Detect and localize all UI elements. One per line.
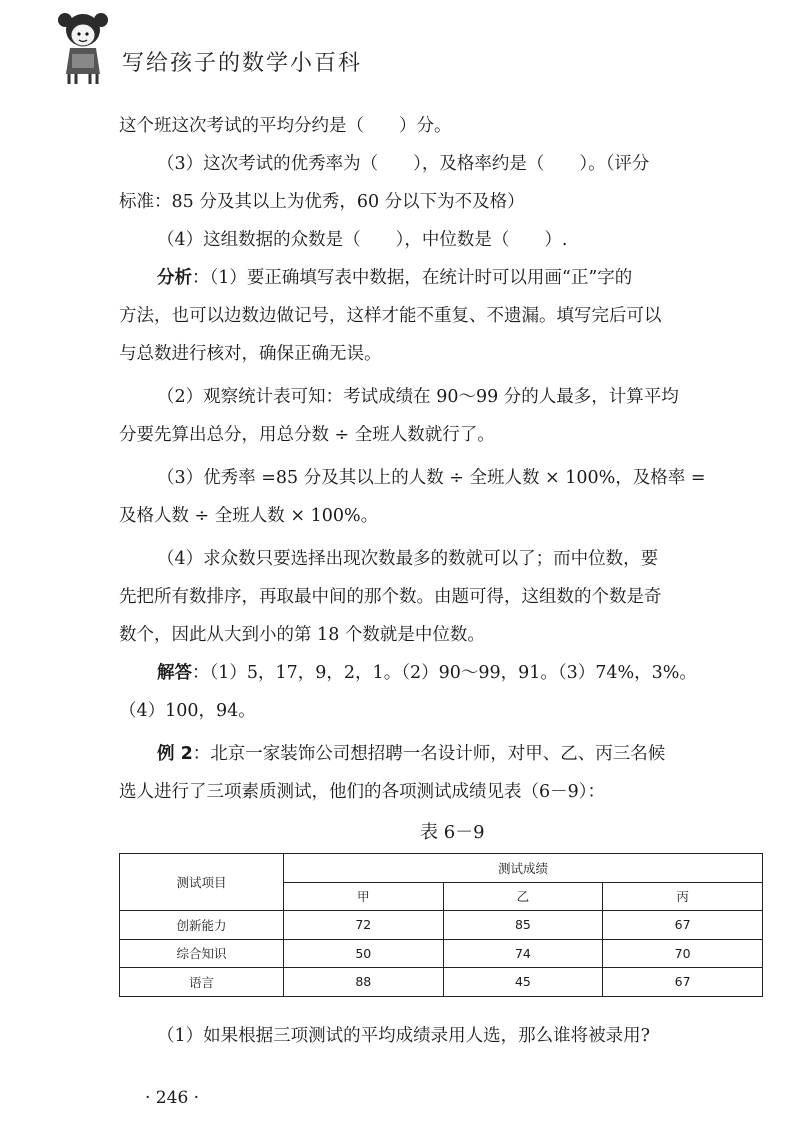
answer-text: ：（1）5，17，9，2，1。（2）90～99，91。（3）74%，3%。: [192, 663, 697, 683]
body-line: 选人进行了三项素质测试，他们的各项测试成绩见表（6－9）：: [119, 782, 606, 802]
group-header: 测试成绩: [284, 854, 763, 883]
body-line: 与总数进行核对，确保正确无误。: [119, 344, 382, 364]
body-line: （3）优秀率 =85 分及其以上的人数 ÷ 全班人数 × 100%，及格率 =: [157, 468, 706, 488]
girl-mascot-icon: [52, 8, 114, 86]
body-line: 标准：85 分及其以上为优秀，60 分以下为不及格）: [119, 192, 525, 212]
body-line: 这个班这次考试的平均分约是（ ）分。: [119, 116, 452, 136]
row-label: 综合知识: [120, 939, 284, 968]
answer-line: [0, 662, 800, 684]
scores-table: [119, 853, 763, 997]
example-label: 例 2: [157, 744, 193, 764]
table-cell: 85: [443, 911, 603, 940]
example-text: ：北京一家装饰公司想招聘一名设计师，对甲、乙、丙三名候: [192, 744, 666, 764]
book-title: 写给孩子的数学小百科: [122, 51, 363, 76]
table-cell: 67: [603, 968, 763, 997]
body-line: 及格人数 ÷ 全班人数 × 100%。: [119, 506, 379, 526]
question-line: （1）如果根据三项测试的平均成绩录用人选，那么谁将被录用?: [157, 1026, 651, 1046]
table-cell: 72: [284, 911, 444, 940]
analysis-line: [0, 267, 800, 289]
table-row: [120, 911, 763, 940]
table-cell: 67: [603, 911, 763, 940]
table-caption: 表 6－9: [420, 822, 485, 843]
candidate-header: 乙: [443, 882, 603, 911]
analysis-label: 分析: [157, 268, 192, 288]
table-cell: 50: [284, 939, 444, 968]
page-number: · 246 ·: [145, 1088, 200, 1108]
table-cell: 74: [443, 939, 603, 968]
body-line: （4）100，94。: [119, 701, 256, 721]
body-line: （4）这组数据的众数是（ ），中位数是（ ）.: [157, 230, 568, 250]
row-label: 语言: [120, 968, 284, 997]
candidate-header: 丙: [603, 882, 763, 911]
candidate-header: 甲: [284, 882, 444, 911]
body-line: 方法，也可以边数边做记号，这样才能不重复、不遗漏。填写完后可以: [119, 306, 662, 326]
body-line: （2）观察统计表可知：考试成绩在 90～99 分的人最多，计算平均: [157, 387, 679, 407]
table-header-row: [120, 854, 763, 883]
row-label: 创新能力: [120, 911, 284, 940]
body-line: （4）求众数只要选择出现次数最多的数就可以了；而中位数，要: [157, 549, 659, 569]
table-row: [120, 968, 763, 997]
page-header: [52, 8, 772, 88]
body-line: 先把所有数排序，再取最中间的那个数。由题可得，这组数的个数是奇: [119, 587, 662, 607]
analysis-text: ：（1）要正确填写表中数据，在统计时可以用画“正”字的: [192, 268, 633, 288]
answer-label: 解答: [157, 663, 192, 683]
example-line: [0, 743, 800, 765]
table-cell: 88: [284, 968, 444, 997]
corner-header: 测试项目: [120, 854, 284, 911]
body-line: 分要先算出总分，用总分数 ÷ 全班人数就行了。: [119, 425, 495, 445]
body-line: （3）这次考试的优秀率为（ ），及格率约是（ ）。（评分: [157, 154, 650, 174]
table-row: [120, 939, 763, 968]
table-cell: 70: [603, 939, 763, 968]
body-line: 数个，因此从大到小的第 18 个数就是中位数。: [119, 625, 485, 645]
table-cell: 45: [443, 968, 603, 997]
